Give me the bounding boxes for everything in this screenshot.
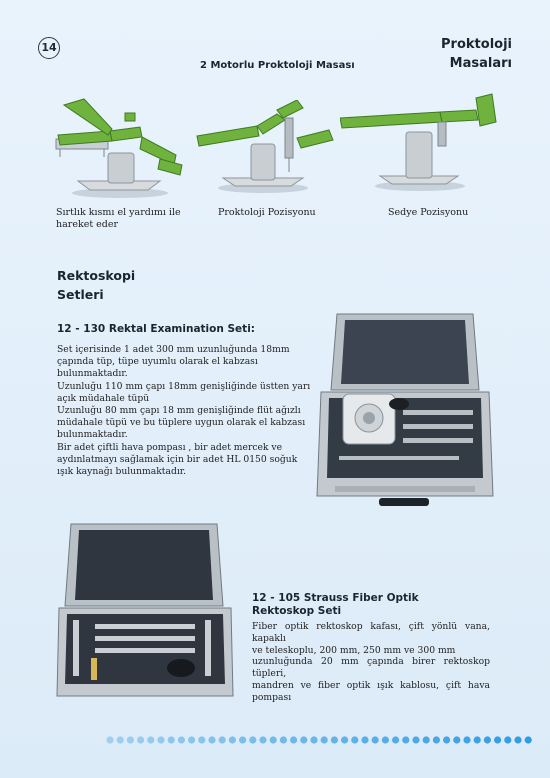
decorative-dot: [127, 736, 134, 743]
proctology-table-image-1: [50, 95, 190, 200]
decorative-dot: [117, 736, 124, 743]
decorative-dot: [137, 736, 144, 743]
decorative-dot: [382, 736, 389, 743]
section-title-line: Proktoloji: [441, 37, 512, 52]
decorative-dot: [433, 736, 440, 743]
decorative-dot: [208, 736, 215, 743]
caption-line: Sırtlık kısmı el yardımı ile: [56, 207, 181, 218]
decorative-dot: [147, 736, 154, 743]
description-line: Fiber optik rektoskop kafası, çift yönlü vana, kapaklı: [252, 621, 490, 644]
product1-description: [57, 344, 317, 478]
decorative-dot: [463, 736, 470, 743]
description-line: bulunmaktadır.: [57, 429, 128, 441]
description-line: aydınlatmayı sağlamak için bir adet HL 0150 soğuk: [57, 453, 298, 465]
decorative-dot: [321, 736, 328, 743]
description-line: müdahale tüpü ve bu tüplere uygun olarak el kabzası: [57, 417, 306, 429]
decorative-dot: [168, 736, 175, 743]
description-line: uzunluğunda 20 mm çapında birer rektoskop tüpleri,: [252, 656, 490, 680]
product1-title: 12 - 130 Rektal Examination Seti:: [57, 323, 255, 335]
description-line: Uzunluğu 80 mm çapı 18 mm genişliğinde flüt ağızlı: [57, 405, 301, 417]
description-line: bulunmaktadır.: [57, 368, 128, 380]
decorative-dot: [229, 736, 236, 743]
decorative-dot: [331, 736, 338, 743]
section2-title: [57, 266, 135, 304]
section-title-line: Masaları: [449, 56, 512, 71]
decorative-dot: [484, 736, 491, 743]
decorative-dot: [219, 736, 226, 743]
decorative-dot: [290, 736, 297, 743]
caption-line: Sedye Pozisyonu: [388, 207, 469, 218]
decorative-dot: [494, 736, 501, 743]
decorative-dot: [106, 736, 113, 743]
page-number: 14: [38, 37, 60, 59]
decorative-dot: [504, 736, 511, 743]
decorative-dot: [280, 736, 287, 743]
section2-title-line: Rektoskopi: [57, 268, 136, 283]
decorative-dot: [188, 736, 195, 743]
product2-title-line: 12 - 105 Strauss Fiber Optik: [252, 592, 419, 604]
section2-title-line: Setleri: [57, 287, 104, 302]
description-line: açık müdahale tüpü: [57, 392, 150, 404]
caption-backrest: [56, 207, 181, 231]
strauss-fiber-optic-set-image: [55, 520, 235, 710]
decorative-dot: [423, 736, 430, 743]
product2-title: [252, 592, 419, 618]
decorative-dot: [341, 736, 348, 743]
decorative-dot: [249, 736, 256, 743]
description-line: Bir adet çiftli hava pompası , bir adet mercek ve: [57, 441, 283, 453]
decorative-dot: [259, 736, 266, 743]
description-line: ışık kaynağı bulunmaktadır.: [57, 466, 187, 478]
decorative-dots: [105, 733, 535, 747]
caption-proctology-position: [218, 207, 316, 219]
decorative-dot: [443, 736, 450, 743]
description-line: Set içerisinde 1 adet 300 mm uzunluğunda 18mm: [57, 344, 290, 355]
product-subtitle: 2 Motorlu Proktoloji Masası: [200, 60, 355, 71]
description-line: Uzunluğu 110 mm çapı 18mm genişliğinde üstten yarı: [57, 380, 311, 392]
description-line: çapında tüp, tüpe uyumlu olarak el kabzası: [57, 356, 258, 368]
caption-stretcher-position: [388, 207, 468, 219]
proctology-table-image-2: [193, 100, 338, 195]
decorative-dot: [412, 736, 419, 743]
decorative-dot: [453, 736, 460, 743]
decorative-dot: [239, 736, 246, 743]
section-title: [441, 35, 512, 73]
decorative-dot: [300, 736, 307, 743]
decorative-dot: [351, 736, 358, 743]
decorative-dot: [392, 736, 399, 743]
product2-description: [252, 621, 490, 704]
decorative-dot: [372, 736, 379, 743]
decorative-dot: [157, 736, 164, 743]
decorative-dot: [474, 736, 481, 743]
caption-line: Proktoloji Pozisyonu: [218, 207, 316, 218]
proctology-table-image-3: [340, 92, 500, 192]
description-line: ve teleskoplu, 200 mm, 250 mm ve 300 mm: [252, 644, 456, 656]
decorative-dot: [270, 736, 277, 743]
decorative-dot: [514, 736, 521, 743]
decorative-dot: [310, 736, 317, 743]
product2-title-line: Rektoskop Seti: [252, 605, 342, 617]
decorative-dot: [198, 736, 205, 743]
caption-line: hareket eder: [56, 219, 119, 230]
description-line: mandren ve fiber optik ışık kablosu, çift hava pompası: [252, 679, 490, 703]
decorative-dot: [525, 736, 532, 743]
decorative-dot: [402, 736, 409, 743]
decorative-dot: [361, 736, 368, 743]
rectal-examination-set-image: [315, 310, 495, 510]
decorative-dot: [178, 736, 185, 743]
